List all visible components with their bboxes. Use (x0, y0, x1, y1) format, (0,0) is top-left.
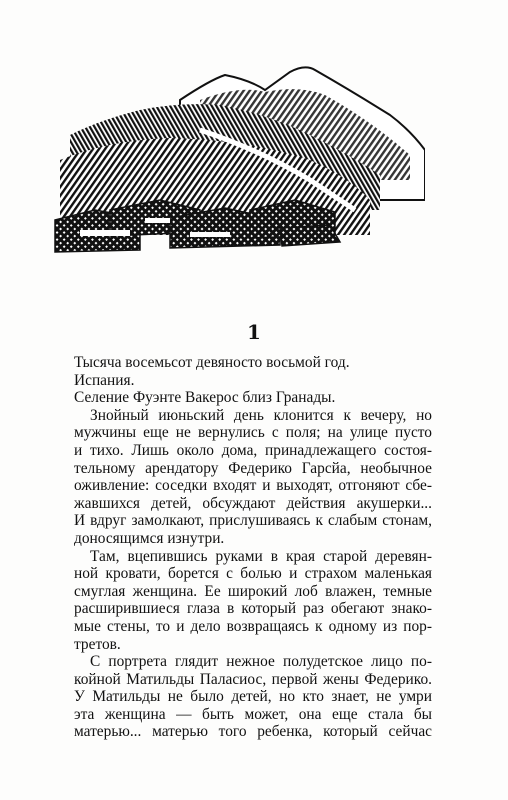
text-line: третов. (74, 635, 121, 653)
paragraph (74, 354, 432, 372)
paragraph (74, 372, 432, 390)
paragraph (74, 653, 432, 741)
text-line: Селение Фуэнте Вакерос близ Гранады. (74, 389, 336, 407)
text-line: матерью... матерью того ребенка, который сейчас (74, 723, 432, 741)
mountain-village-engraving-icon (50, 60, 425, 260)
text-line: И вдруг замолкают, прислушиваясь к слабым стонам, (74, 512, 432, 530)
text-line: койной Матильды Паласиос, первой жены Федерико. (74, 670, 432, 688)
text-line: оживление: соседки входят и выходят, отгоняют сбе- (74, 477, 432, 495)
text-line: доносящимся изнутри. (74, 529, 225, 547)
text-line: С портрета глядит нежное полудетское лицо по- (90, 653, 432, 671)
text-line: Там, вцепившись руками в края старой деревян- (90, 547, 432, 565)
text-line: и тихо. Лишь около дома, принадлежащего состоя- (74, 441, 432, 459)
text-line: жавшихся детей, обсуждают действия акушерки... (74, 494, 432, 512)
text-line: Испания. (74, 371, 135, 389)
body-text (74, 354, 432, 741)
text-line: мужчины еще не вернулись с поля; на улице пусто (74, 424, 432, 442)
text-line: Знойный июньский день клонится к вечеру, но (90, 406, 432, 424)
text-line: тельному арендатору Федерико Гарсйа, необычное (74, 459, 432, 477)
text-line: У Матильды не было детей, но кто знает, не умри (74, 688, 432, 706)
text-line: расширившиеся глаза в который раз обегают знако- (74, 600, 432, 618)
text-line: смуглая женщина. Ее широкий лоб влажен, темные (74, 582, 432, 600)
text-line: ной кровати, борется с болью и страхом маленькая (74, 565, 432, 583)
chapter-number: 1 (247, 320, 261, 344)
text-line: эта женщина — быть может, она еще стала бы (74, 705, 432, 723)
paragraph (74, 407, 432, 548)
text-line: Тысяча восемьсот девяносто восьмой год. (74, 354, 350, 371)
paragraph (74, 389, 432, 407)
text-line: мые стены, то и дело возвращаясь к одному из пор- (74, 617, 432, 635)
paragraph (74, 548, 432, 654)
